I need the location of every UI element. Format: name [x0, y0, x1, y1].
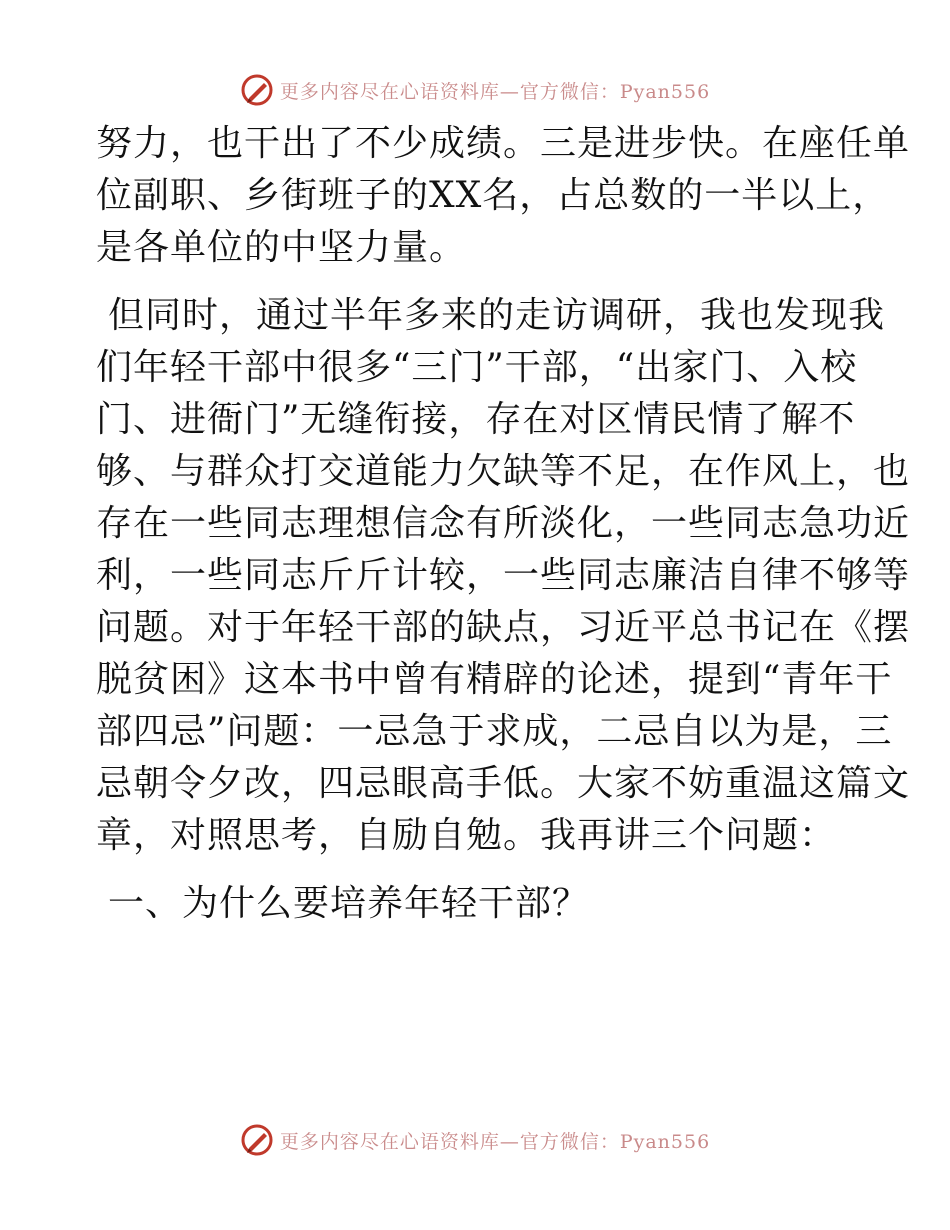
paragraph-line: 部四忌”问题：一忌急于求成，二忌自以为是，三: [96, 711, 893, 752]
paragraph-line: 脱贫困》这本书中曾有精辟的论述，提到“青年干: [96, 659, 893, 700]
paragraph-2: [96, 290, 911, 862]
header-banner: [0, 70, 950, 110]
header-banner-text: 更多内容尽在心语资料库—官方微信：Pyan556: [279, 80, 711, 103]
document-body: [96, 118, 911, 930]
footer-banner-text: 更多内容尽在心语资料库—官方微信：Pyan556: [279, 1130, 711, 1153]
pen-circle-logo-icon: [240, 1123, 274, 1157]
paragraph-line: 门、进衙门”无缝衔接，存在对区情民情了解不: [96, 399, 856, 440]
paragraph-line: 但同时，通过半年多来的走访调研，我也发现我: [108, 295, 886, 336]
paragraph-line: 忌朝令夕改，四忌眼高手低。大家不妨重温这篇文: [96, 763, 911, 804]
paragraph-line: 位副职、乡街班子的XX名，占总数的一半以上，: [96, 175, 890, 216]
paragraph-line: 是各单位的中坚力量。: [96, 227, 467, 268]
paragraph-line: 存在一些同志理想信念有所淡化，一些同志急功近: [96, 503, 911, 544]
paragraph-1: [96, 118, 911, 274]
paragraph-line: 们年轻干部中很多“三门”干部，“出家门、入校: [96, 347, 858, 388]
paragraph-line: 努力，也干出了不少成绩。三是进步快。在座任单: [96, 123, 911, 164]
paragraph-line: 章，对照思考，自励自勉。我再讲三个问题：: [96, 815, 837, 856]
paragraph-line: 问题。对于年轻干部的缺点，习近平总书记在《摆: [96, 607, 911, 648]
paragraph-line: 够、与群众打交道能力欠缺等不足，在作风上，也: [96, 451, 911, 492]
pen-circle-logo-icon: [240, 73, 274, 107]
paragraph-line: 利，一些同志斤斤计较，一些同志廉洁自律不够等: [96, 555, 911, 596]
footer-banner: [0, 1120, 950, 1160]
section-heading: 一、为什么要培养年轻干部？: [108, 883, 590, 924]
